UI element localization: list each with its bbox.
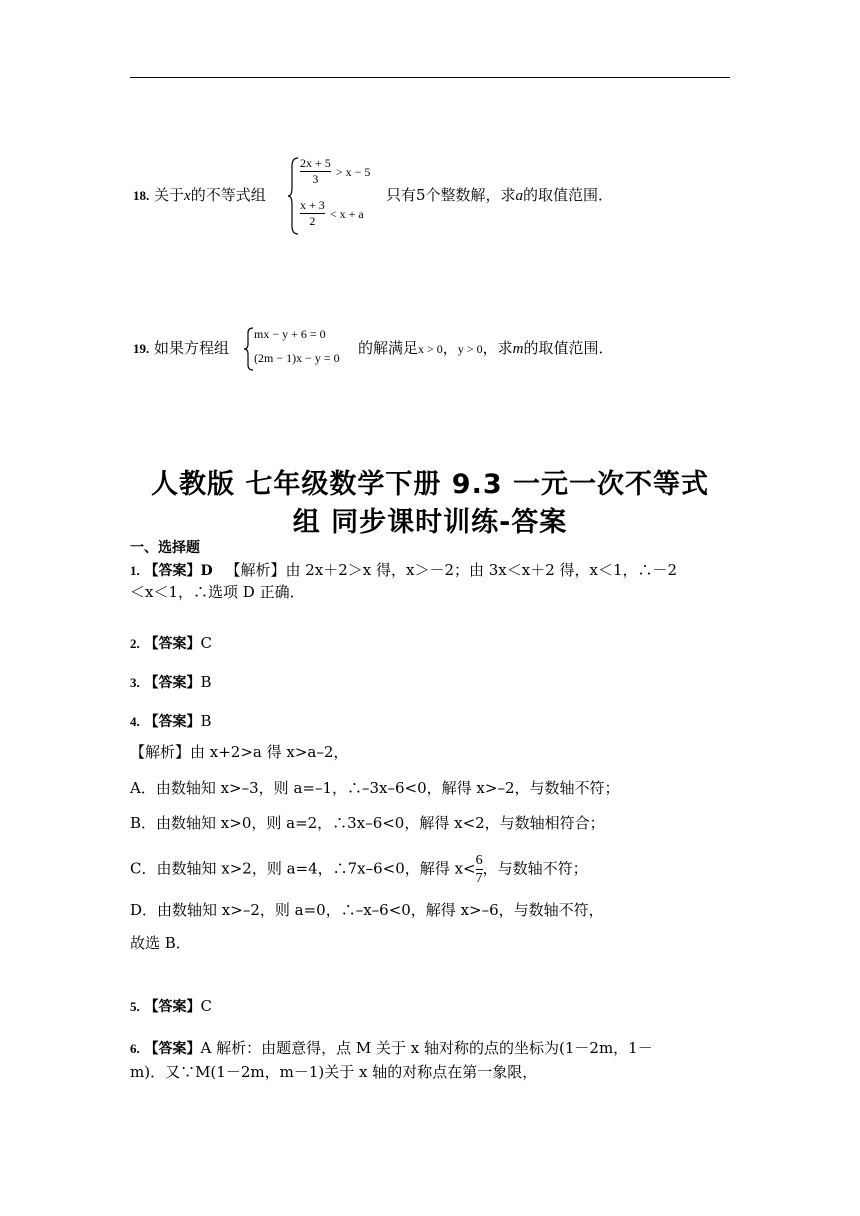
answer-tag: 【答案】 — [144, 999, 201, 1015]
answer-3 — [130, 672, 212, 693]
answer-number: 3. — [130, 675, 140, 690]
numerator: x + 3 — [300, 198, 325, 212]
denominator: 7 — [475, 871, 483, 886]
question-18 — [133, 185, 266, 206]
question-number: 18. — [133, 188, 150, 203]
question-number: 19. — [133, 341, 150, 356]
q18-suffix — [386, 185, 613, 206]
answer-4-explanation-1: 【解析】由 x+2>a 得 x>a–2， — [130, 743, 349, 761]
q18-mid: 的不等式组 — [190, 186, 266, 204]
q19-equation-2: (2m − 1)x − y = 0 — [254, 351, 340, 365]
answer-number: 2. — [130, 636, 140, 651]
option-c-text: C．由数轴知 x>2，则 a=4，∴7x–6<0，解得 x< — [130, 859, 476, 878]
q19-post: ，求 — [482, 339, 513, 357]
answer-value: C — [200, 997, 213, 1015]
rhs: < x + a — [329, 207, 364, 221]
answer-4-conclusion: 故选 B． — [130, 934, 191, 952]
page-title-line-1: 人教版 七年级数学下册 9.3 一元一次不等式 — [150, 469, 710, 500]
numerator: 6 — [475, 853, 483, 868]
q18-prefix: 关于 — [154, 186, 185, 204]
q19-end: 的取值范围． — [523, 339, 614, 357]
answer-1 — [130, 560, 677, 581]
condition-x: x > 0 — [418, 342, 443, 356]
q19-equation-1: mx − y + 6 = 0 — [254, 327, 326, 341]
q18-brace — [288, 156, 300, 236]
answer-2 — [130, 633, 212, 654]
answer-tag: 【答案】 — [144, 636, 201, 652]
answer-tag: 【答案】D — [144, 563, 213, 579]
answer-value: B — [200, 712, 212, 730]
denominator: 3 — [312, 172, 319, 186]
answer-1-line-2: ＜x＜1，∴选项 D 正确． — [130, 583, 305, 601]
q18-post-text: 只有5个整数解，求 — [386, 186, 516, 204]
answer-tag: 【答案】 — [144, 1041, 201, 1057]
var-a: a — [515, 188, 524, 204]
rhs: > x − 5 — [335, 165, 371, 179]
q18-end-text: 的取值范围． — [523, 186, 614, 204]
answer-4-explanation-3: B．由数轴知 x>0，则 a=2，∴3x–6<0，解得 x<2，与数轴相符合； — [130, 814, 605, 832]
answer-explanation: A 解析：由题意得，点 M 关于 x 轴对称的点的坐标为(1－2m，1－ — [200, 1039, 653, 1057]
q19-suffix — [358, 338, 613, 359]
answer-4 — [130, 711, 212, 732]
answer-4-explanation-5: D．由数轴知 x>–2，则 a=0，∴–x–6<0，解得 x>–6，与数轴不符， — [130, 901, 604, 919]
denominator: 2 — [309, 214, 316, 228]
answer-number: 6. — [130, 1041, 140, 1056]
q18-inequality-2 — [300, 199, 364, 228]
var-m: m — [512, 341, 524, 357]
var-x: x — [184, 188, 191, 204]
answer-6 — [130, 1038, 653, 1059]
fraction — [300, 199, 325, 228]
answer-6-line-2: m)．又∵M(1－2m，m－1)关于 x 轴的对称点在第一象限， — [130, 1063, 538, 1081]
q19-brace — [244, 326, 254, 372]
question-19 — [133, 338, 229, 359]
q19-prefix: 如果方程组 — [154, 339, 230, 357]
answer-number: 5. — [130, 999, 140, 1014]
fraction — [300, 157, 331, 186]
section-heading: 一、选择题 — [130, 540, 200, 556]
header-rule — [130, 77, 730, 78]
numerator: 2x + 5 — [300, 156, 331, 170]
page-title-line-2: 组 同步课时训练-答案 — [292, 507, 568, 538]
option-c-end: ，与数轴不符； — [482, 859, 588, 878]
answer-4-explanation-4 — [130, 853, 588, 886]
answer-value: B — [200, 673, 212, 691]
answer-5 — [130, 996, 212, 1017]
answer-tag: 【答案】 — [144, 714, 201, 730]
answer-explanation: 【解析】由 2x＋2＞x 得，x＞－2；由 3x＜x＋2 得，x＜1，∴－2 — [225, 561, 678, 579]
answer-tag: 【答案】 — [144, 675, 201, 691]
answer-4-explanation-2: A．由数轴知 x>–3，则 a=–1，∴–3x–6<0，解得 x>–2，与数轴不符； — [130, 779, 620, 797]
separator: ， — [442, 339, 458, 357]
answer-number: 1. — [130, 563, 140, 578]
fraction — [476, 853, 483, 886]
condition-y: y > 0 — [457, 342, 483, 356]
q18-inequality-1 — [300, 157, 370, 186]
answer-value: C — [200, 634, 213, 652]
q19-mid: 的解满足 — [358, 339, 419, 357]
answer-number: 4. — [130, 714, 140, 729]
